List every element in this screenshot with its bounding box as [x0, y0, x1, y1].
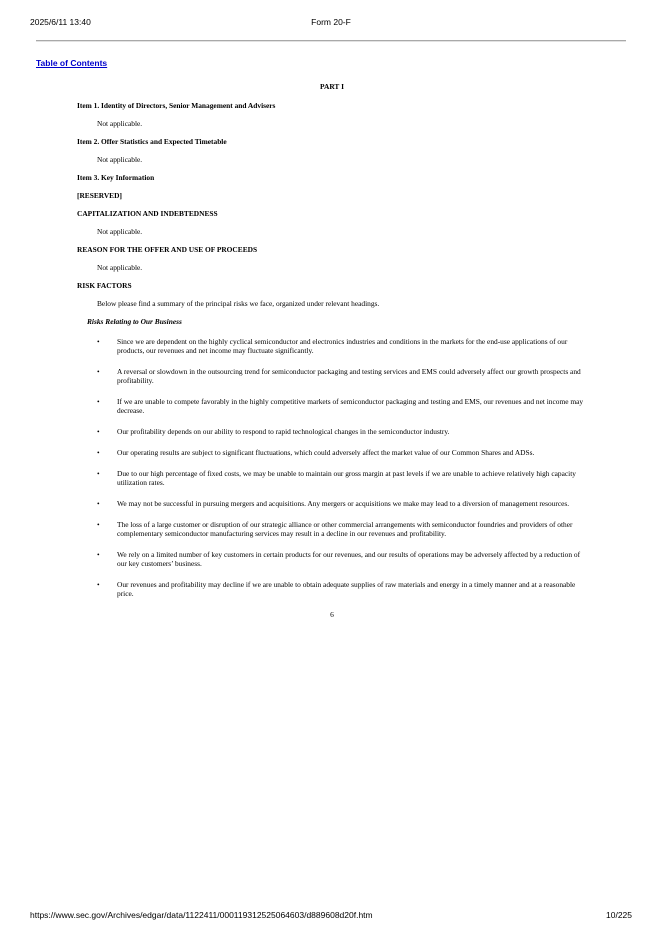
risk-text: We may not be successful in pursuing mergers and acquisitions. Any mergers or acquisitions we make may lead to a diversion of management resources.: [117, 499, 570, 508]
bullet-icon: •: [97, 448, 100, 457]
item1-heading: Item 1. Identity of Directors, Senior Management and Advisers: [77, 101, 276, 110]
reason-heading: REASON FOR THE OFFER AND USE OF PROCEEDS: [77, 245, 258, 254]
document-body: [77, 82, 587, 619]
risk-text: Our operating results are subject to significant fluctuations, which could adversely affect the market value of our Common Shares and ADSs.: [117, 448, 535, 457]
bullet-icon: •: [97, 427, 100, 436]
reserved-heading: [RESERVED]: [77, 191, 122, 200]
reason-text: Not applicable.: [97, 263, 143, 272]
bullet-icon: •: [97, 337, 100, 346]
item3-heading: Item 3. Key Information: [77, 173, 155, 182]
risk-text: Our revenues and profitability may decline if we are unable to obtain adequate supplies of raw materials and energy in a timely manner and at a reasonable price.: [117, 580, 576, 598]
list-item: [77, 367, 587, 385]
list-item: [77, 469, 587, 487]
list-item: [77, 448, 587, 457]
risk-factors-heading: RISK FACTORS: [77, 281, 132, 290]
risk-subheading: Risks Relating to Our Business: [87, 317, 182, 326]
capitalization-text: Not applicable.: [97, 227, 143, 236]
item1-text: Not applicable.: [97, 119, 143, 128]
item2-heading: Item 2. Offer Statistics and Expected Timetable: [77, 137, 227, 146]
bullet-icon: •: [97, 580, 100, 589]
list-item: [77, 580, 587, 598]
list-item: [77, 427, 587, 436]
bullet-icon: •: [97, 367, 100, 376]
part-title: PART I: [320, 82, 344, 91]
risk-text: Our profitability depends on our ability to respond to rapid technological changes in the semiconductor industry.: [117, 427, 450, 436]
list-item: [77, 397, 587, 415]
bullet-icon: •: [97, 520, 100, 529]
risk-text: A reversal or slowdown in the outsourcing trend for semiconductor packaging and testing services and EMS could adversely affect our growth prospects and profitability.: [117, 367, 581, 385]
bullet-icon: •: [97, 499, 100, 508]
print-datetime: 2025/6/11 13:40: [30, 17, 91, 27]
bullet-icon: •: [97, 397, 100, 406]
bullet-icon: •: [97, 469, 100, 478]
page-number: 6: [330, 610, 334, 619]
risk-text: Since we are dependent on the highly cyclical semiconductor and electronics industries and conditions in the markets for the end-use applications of our products, our revenues and net income may fluctuate significantly.: [117, 337, 568, 355]
print-url: https://www.sec.gov/Archives/edgar/data/1122411/000119312525064603/d889608d20f.htm: [30, 910, 373, 920]
list-item: [77, 520, 587, 538]
list-item: [77, 550, 587, 568]
risk-text: We rely on a limited number of key customers in certain products for our revenues, and our results of operations may be adversely affected by a reduction of our key customers’ business.: [117, 550, 581, 568]
risk-intro: Below please find a summary of the principal risks we face, organized under relevant headings.: [97, 299, 380, 308]
list-item: [77, 499, 587, 508]
risk-text: If we are unable to compete favorably in the highly competitive markets of semiconductor packaging and testing and EMS, our revenues and net income may decrease.: [117, 397, 584, 415]
risk-text: Due to our high percentage of fixed costs, we may be unable to maintain our gross margin at past levels if we are unable to achieve relatively high capacity utilization rates.: [117, 469, 576, 487]
print-page-title: Form 20-F: [311, 17, 351, 27]
bullet-icon: •: [97, 550, 100, 559]
table-of-contents-link[interactable]: Table of Contents: [36, 58, 108, 68]
risk-text: The loss of a large customer or disruption of our strategic alliance or other commercial arrangements with semiconductor foundries and providers of other complementary semiconductor manufacturing services may result in a decline in our revenues and profitability.: [117, 520, 573, 538]
print-page-counter: 10/225: [606, 910, 632, 920]
list-item: [77, 337, 587, 355]
capitalization-heading: CAPITALIZATION AND INDEBTEDNESS: [77, 209, 218, 218]
risk-list: [77, 337, 587, 598]
horizontal-rule: [36, 40, 626, 41]
item2-text: Not applicable.: [97, 155, 143, 164]
